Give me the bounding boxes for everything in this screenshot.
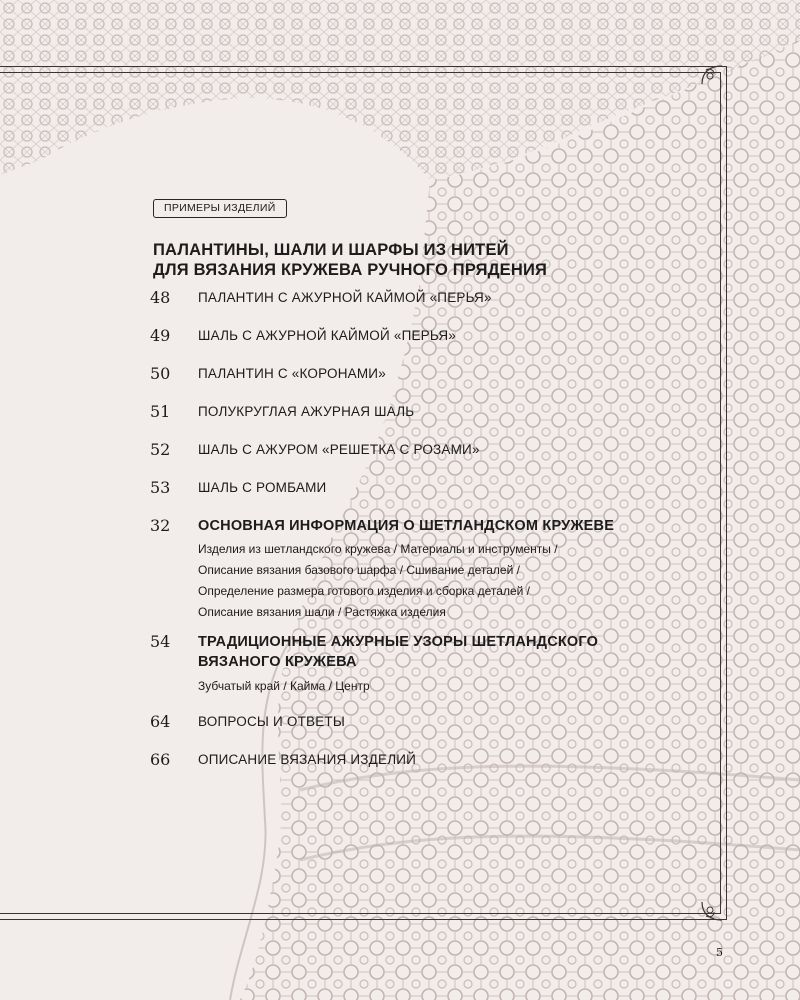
- toc-entry-title: ПОЛУКРУГЛАЯ АЖУРНАЯ ШАЛЬ: [198, 404, 415, 419]
- toc-entry-title: ОПИСАНИЕ ВЯЗАНИЯ ИЗДЕЛИЙ: [198, 752, 417, 767]
- page-title-line: ПАЛАНТИНЫ, ШАЛИ И ШАРФЫ ИЗ НИТЕЙ: [153, 241, 509, 259]
- toc-page-number: 49: [150, 326, 171, 345]
- toc-entry-subtopics: [198, 539, 678, 623]
- toc-entry-title: ШАЛЬ С АЖУРНОЙ КАЙМОЙ «ПЕРЬЯ»: [198, 328, 456, 343]
- toc-entry-title-line: ВЯЗАНОГО КРУЖЕВА: [198, 654, 357, 670]
- toc-subtopic-line: Описание вязания шали / Растяжка изделия: [198, 605, 446, 619]
- toc-page-number: 48: [150, 288, 171, 307]
- toc-subtopic-line: Определение размера готового изделия и сборка деталей /: [198, 584, 531, 598]
- toc-page-number: 52: [150, 440, 171, 459]
- page-title: [153, 240, 673, 280]
- toc-entry-title: ШАЛЬ С РОМБАМИ: [198, 480, 327, 495]
- toc-entry-title: [198, 632, 678, 672]
- toc-page-number: 54: [150, 632, 171, 651]
- toc-subtopic-line: Описание вязания базового шарфа / Сшивание деталей /: [198, 563, 520, 577]
- frame-corner-ornament-icon: [700, 898, 726, 922]
- toc-entry-title: ШАЛЬ С АЖУРОМ «РЕШЕТКА С РОЗАМИ»: [198, 442, 480, 457]
- page-number: 5: [716, 946, 723, 959]
- toc-entry-title: ОСНОВНАЯ ИНФОРМАЦИЯ О ШЕТЛАНДСКОМ КРУЖЕВЕ: [198, 518, 615, 534]
- toc-entry-title-line: ТРАДИЦИОННЫЕ АЖУРНЫЕ УЗОРЫ ШЕТЛАНДСКОГО: [198, 634, 599, 650]
- toc-subtopic-line: Зубчатый край / Кайма / Центр: [198, 679, 370, 693]
- toc-page-number: 53: [150, 478, 171, 497]
- toc-entry-title: ПАЛАНТИН С «КОРОНАМИ»: [198, 366, 386, 381]
- frame-corner-ornament-icon: [700, 64, 726, 88]
- toc-entry-subtopics: [198, 676, 678, 697]
- toc-entry-title: ВОПРОСЫ И ОТВЕТЫ: [198, 714, 346, 729]
- toc-subtopic-line: Изделия из шетландского кружева / Материалы и инструменты /: [198, 542, 558, 556]
- section-label-badge: ПРИМЕРЫ ИЗДЕЛИЙ: [153, 199, 287, 218]
- toc-page-number: 50: [150, 364, 171, 383]
- toc-page-number: 66: [150, 750, 171, 769]
- toc-page-number: 64: [150, 712, 171, 731]
- toc-entry-title: ПАЛАНТИН С АЖУРНОЙ КАЙМОЙ «ПЕРЬЯ»: [198, 290, 492, 305]
- page-title-line: ДЛЯ ВЯЗАНИЯ КРУЖЕВА РУЧНОГО ПРЯДЕНИЯ: [153, 261, 548, 279]
- toc-page-number: 32: [150, 516, 171, 535]
- toc-page-number: 51: [150, 402, 171, 421]
